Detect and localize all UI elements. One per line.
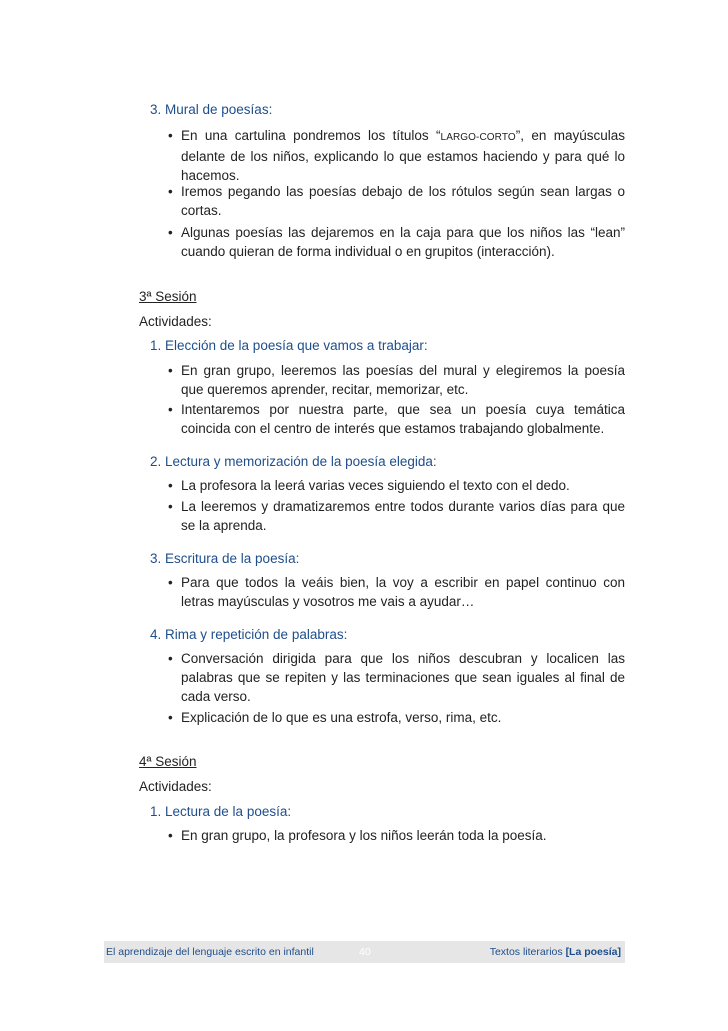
footer-book-title: El aprendizaje del lenguaje escrito en infantil <box>106 946 314 958</box>
list-item-text: En una cartulina pondremos los títulos “LARGO-CORTO”, en mayúsculas delante de los niños, explicando lo que estamos haciendo y para qué lo hacemos. <box>181 128 625 183</box>
bullet-icon: • <box>168 184 173 199</box>
bullet-icon: • <box>168 499 173 514</box>
list-item-text: En gran grupo, leeremos las poesías del mural y elegiremos la poesía que queremos aprender, recitar, memorizar, etc. <box>181 363 625 397</box>
page-number: 40 <box>359 946 371 958</box>
bullet-icon: • <box>168 575 173 590</box>
activity-heading: 4. Rima y repetición de palabras: <box>150 627 348 642</box>
bullet-icon: • <box>168 363 173 378</box>
list-item <box>168 826 625 845</box>
activities-label: Actividades: <box>139 779 212 794</box>
footer-section-title: Textos literarios [La poesía] <box>489 946 621 958</box>
list-item <box>168 708 625 727</box>
bullet-icon: • <box>168 651 173 666</box>
list-item-text: En gran grupo, la profesora y los niños leerán toda la poesía. <box>181 828 547 843</box>
list-item-text: Algunas poesías las dejaremos en la caja para que los niños las “lean” cuando quieran de forma individual o en grupitos (interacción). <box>181 225 625 259</box>
list-item-text: La leeremos y dramatizaremos entre todos durante varios días para que se la aprenda. <box>181 499 625 533</box>
bullet-icon: • <box>168 828 173 843</box>
activity-heading: 3. Escritura de la poesía: <box>150 551 300 566</box>
bullet-icon: • <box>168 225 173 240</box>
bullet-icon: • <box>168 128 173 143</box>
session-title: 3ª Sesión <box>139 289 197 304</box>
bullet-icon: • <box>168 402 173 417</box>
list-item <box>168 126 625 185</box>
list-item <box>168 223 625 261</box>
page-footer <box>104 941 625 963</box>
activity-heading: 1. Elección de la poesía que vamos a trabajar: <box>150 338 428 353</box>
activity-heading: 1. Lectura de la poesía: <box>150 804 292 819</box>
mural-heading: 3. Mural de poesías: <box>150 102 273 117</box>
list-item-text: Para que todos la veáis bien, la voy a escribir en papel continuo con letras mayúsculas y vosotros me vais a ayudar… <box>181 575 625 609</box>
list-item <box>168 182 625 220</box>
list-item-text: Iremos pegando las poesías debajo de los rótulos según sean largas o cortas. <box>181 184 625 218</box>
list-item-text: La profesora la leerá varias veces siguiendo el texto con el dedo. <box>181 478 570 493</box>
list-item-text: Explicación de lo que es una estrofa, verso, rima, etc. <box>181 710 502 725</box>
bullet-icon: • <box>168 478 173 493</box>
list-item-text: Intentaremos por nuestra parte, que sea un poesía cuya temática coincida con el centro de interés que estamos trabajando globalmente. <box>181 402 625 436</box>
list-item <box>168 400 625 438</box>
list-item <box>168 476 625 495</box>
list-item <box>168 497 625 535</box>
list-item <box>168 573 625 611</box>
activity-heading: 2. Lectura y memorización de la poesía elegida: <box>150 454 437 469</box>
bullet-icon: • <box>168 710 173 725</box>
list-item <box>168 649 625 706</box>
list-item-text: Conversación dirigida para que los niños descubran y localicen las palabras que se repiten y las terminaciones que sean iguales al final de cada verso. <box>181 651 625 704</box>
session-title: 4ª Sesión <box>139 754 197 769</box>
activities-label: Actividades: <box>139 314 212 329</box>
list-item <box>168 361 625 399</box>
